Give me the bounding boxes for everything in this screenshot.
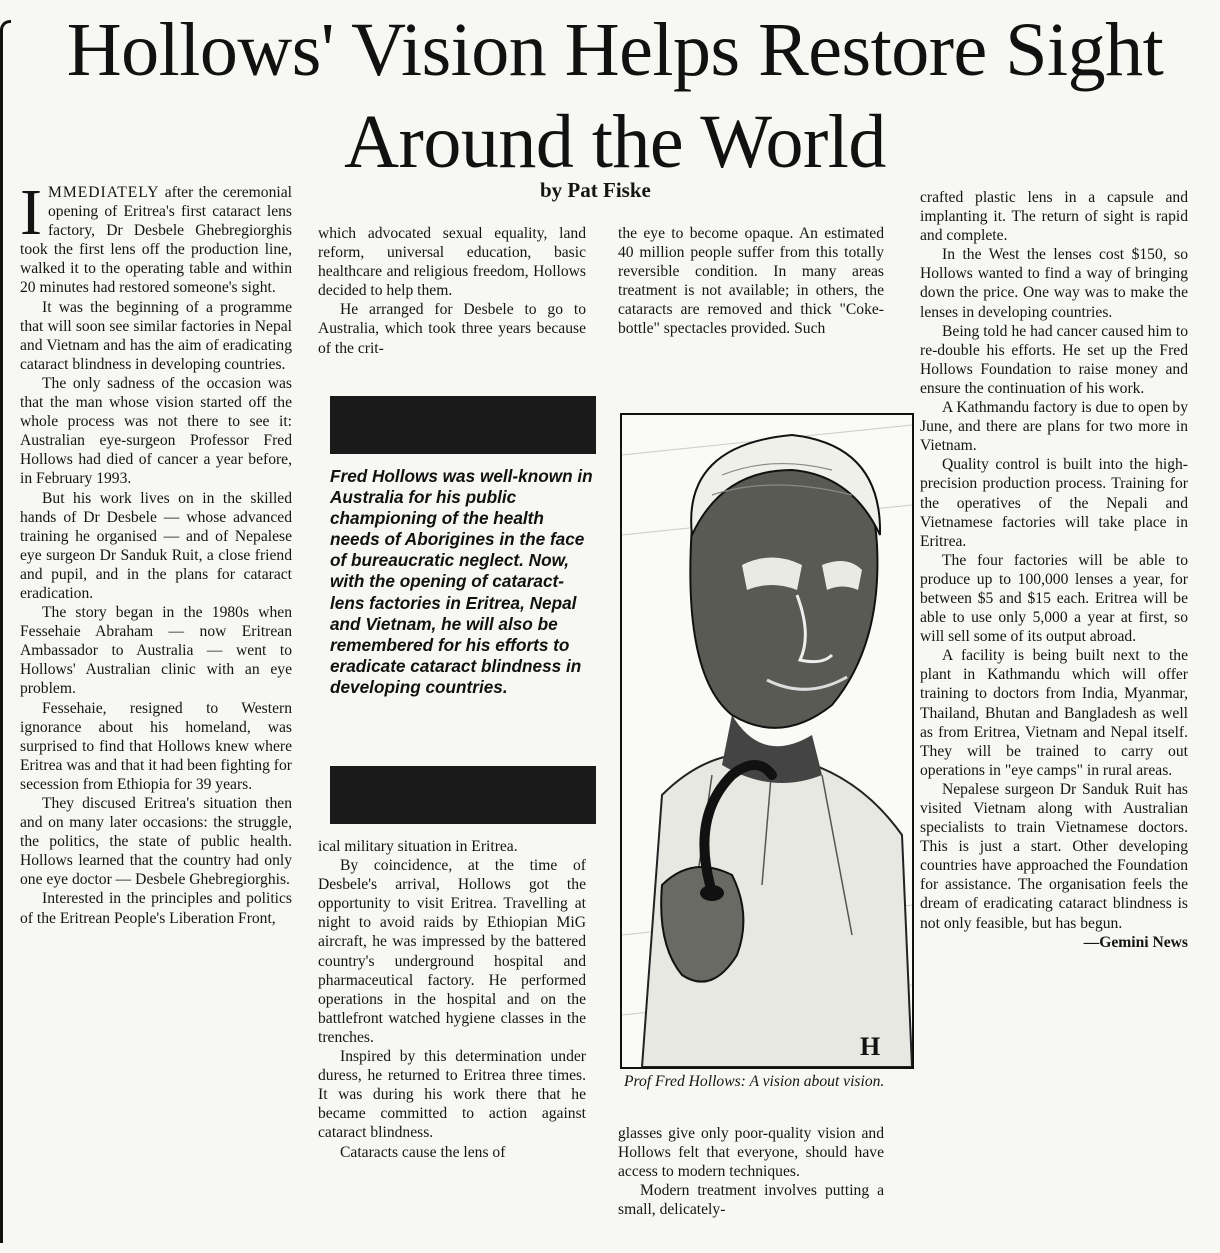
portrait-photo <box>620 413 914 1069</box>
page-edge-rule <box>0 20 11 1243</box>
paragraph: He arranged for Desbele to go to Australia, which took three years because of the crit- <box>318 301 586 357</box>
paragraph: They discused Eritrea's situation then and on many later occasions: the struggle, the politics, the state of public health. Hollows learned that the country had only one eye doctor — Desbele Ghebregiorghis. <box>20 795 292 889</box>
pull-quote-bar-bottom <box>330 766 596 824</box>
signoff: —Gemini News <box>1083 933 1188 951</box>
paragraph: But his work lives on in the skilled hands of Dr Desbele — whose advanced training he organised — and of Nepalese eye surgeon Dr Sanduk Ruit, a close friend and pupil, and in the plans for cataract eradication. <box>20 489 292 602</box>
column-3-top <box>618 224 884 339</box>
byline: by Pat Fiske <box>540 178 651 202</box>
column-2-top <box>318 224 586 358</box>
column-3-bottom <box>618 1124 884 1219</box>
paragraph: Interested in the principles and politics of the Eritrean People's Liberation Front, <box>20 890 292 927</box>
headline: Hollows' Vision Helps Restore Sight Around the World <box>66 8 1164 184</box>
paragraph: which advocated sexual equality, land reform, universal education, basic healthcare and religious freedom, Hollows decided to help them. <box>318 225 586 300</box>
paragraph: glasses give only poor-quality vision and Hollows felt that everyone, should have access to modern techniques. <box>618 1125 884 1181</box>
lead-caps: MMEDIATELY <box>47 184 160 201</box>
paragraph: Modern treatment involves putting a small, delicately- <box>618 1182 884 1219</box>
paragraph: By coincidence, at the time of Desbele's arrival, Hollows got the opportunity to visit Eritrea. Travelling at night to avoid raids by Ethiopian MiG aircraft, he was impressed by the battered country's underground hospital and pharmaceutical factory. He performed operations in the hospital and on the battlefront watched hygiene classes in the trenches. <box>318 857 586 1046</box>
paragraph: The only sadness of the occasion was that the man whose vision started off the whole process was not there to see it: Australian eye-surgeon Professor Fred Hollows had died of cancer a year before, in February 1993. <box>20 374 292 488</box>
paragraph: the eye to become opaque. An estimated 40 million people suffer from this totally reversible condition. In many areas treatment is not available; in others, the cataracts are removed and thick "Coke-bottle" spectacles provided. Such <box>618 225 884 338</box>
paragraph: A Kathmandu factory is due to open by June, and there are plans for two more in Vietnam. <box>920 399 1188 455</box>
lead-paragraph <box>20 176 292 298</box>
paragraph: Nepalese surgeon Dr Sanduk Ruit has visited Vietnam along with Australian specialists to train Vietnamese doctors. This is just a start. Other developing countries have approached the Foundation for assistance. The organisation feels the dream of eradicating cataract blindness is not only feasible, but has begun. <box>920 780 1188 932</box>
paragraph: Fessehaie, resigned to Western ignorance about his homeland, was surprised to find that Hollows knew where Eritrea was and that it had been fighting for secession from Ethiopia for 39 years. <box>20 699 292 793</box>
portrait-illustration <box>622 415 912 1067</box>
paragraph: It was the beginning of a programme that will soon see similar factories in Nepal and Vietnam and has the aim of eradicating cataract blindness in developing countries. <box>20 298 292 373</box>
paragraph: Inspired by this determination under duress, he returned to Eritrea three times. It was during his work there that he became committed to action against cataract blindness. <box>318 1048 586 1142</box>
column-1 <box>20 176 292 928</box>
paragraph: In the West the lenses cost $150, so Hollows wanted to find a way of bringing down the price. One way was to make the lenses in developing countries. <box>920 246 1188 321</box>
lead-text: after the ceremonial opening of Eritrea's first cataract lens factory, Dr Desbele Ghebregiorghis took the first lens off the production line, walked it to the operating table and within 20 minutes had restored someone's sight. <box>20 184 292 297</box>
pull-quote-bar-top <box>330 396 596 454</box>
column-4 <box>920 188 1188 952</box>
paragraph: crafted plastic lens in a capsule and implanting it. The return of sight is rapid and complete. <box>920 189 1188 245</box>
paragraph: The four factories will be able to produce up to 100,000 lenses a year, for between $5 and $15 each. Eritrea will be able to use only 5,000 a year at first, so will sell some of its output abroad. <box>920 551 1188 646</box>
photo-caption: Prof Fred Hollows: A vision about vision. <box>624 1073 885 1090</box>
column-2-bottom <box>318 837 586 1162</box>
artist-initial: H <box>860 1032 881 1061</box>
paragraph: A facility is being built next to the plant in Kathmandu which will offer training to doctors from India, Myanmar, Thailand, Bhutan and Bangladesh as well as from Eritrea, Vietnam and Nepal itself. They will be trained to carry out operations in "eye camps" in rural areas. <box>920 647 1188 779</box>
paragraph: Quality control is built into the high-precision production process. Training for the operatives of the Nepali and Vietnamese factories will take place in Eritrea. <box>920 456 1188 550</box>
paragraph: Being told he had cancer caused him to re-double his efforts. He set up the Fred Hollows Foundation to raise money and ensure the continuation of his work. <box>920 322 1188 397</box>
paragraph: The story began in the 1980s when Fessehaie Abraham — now Eritrean Ambassador to Australia — went to Hollows' Australian clinic with an eye problem. <box>20 604 292 698</box>
paragraph: ical military situation in Eritrea. <box>318 838 518 855</box>
drop-cap: I <box>20 176 42 249</box>
pull-quote: Fred Hollows was well-known in Australia for his public championing of the health needs of Aborigines in the face of bureaucratic neglect. Now, with the opening of cataract-lens factories in Eritrea, Nepal and Vietnam, he will also be remembered for his efforts to eradicate cataract blindness in developing countries. <box>330 466 593 697</box>
paragraph: Cataracts cause the lens of <box>340 1143 506 1161</box>
